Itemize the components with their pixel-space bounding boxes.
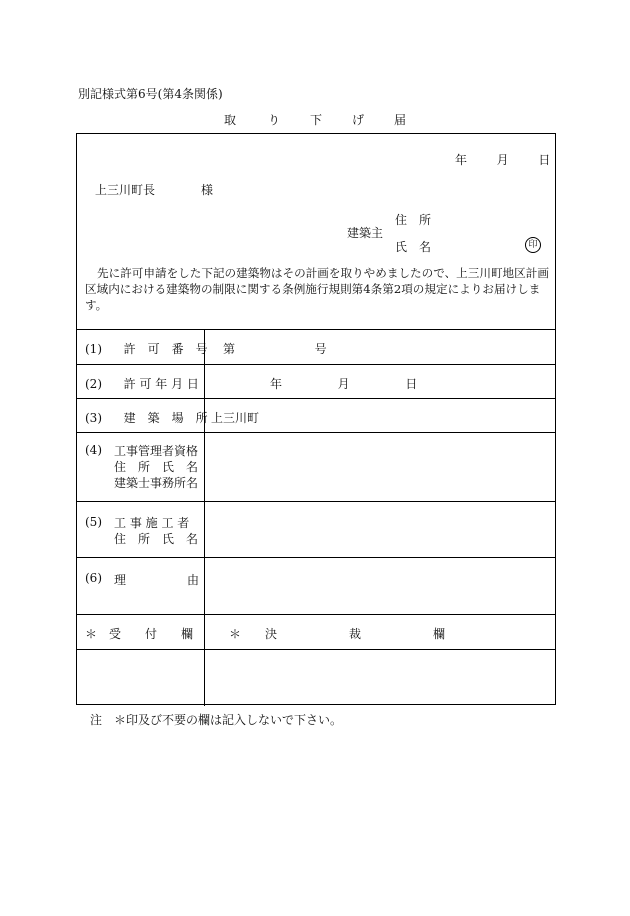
value-suffix: 号 <box>314 342 327 356</box>
seal-mark <box>525 236 541 253</box>
office-use-header-row <box>77 614 555 649</box>
title-char: 下 <box>310 113 323 127</box>
row-label-right: 由 <box>187 573 200 587</box>
permit-number-value <box>223 340 327 357</box>
row-label-text: 許 可 番 号 <box>123 342 208 356</box>
date-month: 月 <box>496 153 509 167</box>
table-row-construction-manager <box>77 432 555 501</box>
row-number: (2) <box>85 377 102 391</box>
row-label-text: 建 築 場 所 <box>123 411 208 425</box>
name-label: 氏 名 <box>395 240 432 254</box>
document-title <box>224 111 406 128</box>
table-row-permit-number <box>77 329 555 364</box>
applicant-role: 建築主 <box>347 226 384 240</box>
column-divider <box>204 329 205 706</box>
label-line: 工 事 施 工 者 <box>114 516 190 530</box>
title-char: げ <box>352 113 365 127</box>
date-day: 日 <box>405 377 418 391</box>
row-label <box>85 409 208 426</box>
decision-label: ＊ 決 裁 欄 <box>229 627 446 641</box>
permit-date-value <box>270 375 417 392</box>
table-row-building-site <box>77 398 555 432</box>
row-label <box>85 340 208 357</box>
form-reference: 別記様式第6号(第4条関係) <box>78 87 223 101</box>
table-row-permit-date <box>77 364 555 398</box>
table-row-contractor <box>77 501 555 557</box>
label-line: 住 所 氏 名 <box>114 460 199 474</box>
title-char: り <box>268 113 281 127</box>
row-number: (6) <box>85 571 102 585</box>
seal-icon: 印 <box>525 237 541 253</box>
office-use-blank-row <box>77 649 555 706</box>
label-line: 住 所 氏 名 <box>114 532 199 546</box>
date-line <box>455 151 550 168</box>
date-year: 年 <box>455 153 468 167</box>
address-label: 住 所 <box>395 213 432 227</box>
row-number: (1) <box>85 342 102 356</box>
table-row-reason <box>77 557 555 614</box>
row-label-lines <box>114 515 198 547</box>
row-label-lines <box>114 443 198 491</box>
date-year: 年 <box>270 377 283 391</box>
receipt-label: ＊ 受 付 欄 <box>85 627 194 641</box>
row-label <box>85 375 199 392</box>
building-site-value: 上三川町 <box>211 411 260 425</box>
date-day: 日 <box>538 153 551 167</box>
row-number: (5) <box>85 515 102 529</box>
row-label-left: 理 <box>114 573 127 587</box>
value-prefix: 第 <box>223 342 236 356</box>
date-month: 月 <box>337 377 350 391</box>
title-char: 届 <box>394 113 407 127</box>
footnote: 注 ＊印及び不要の欄は記入しないで下さい。 <box>90 713 343 727</box>
row-number: (4) <box>85 443 102 457</box>
row-number: (3) <box>85 411 102 425</box>
notice-text: 先に許可申請をした下記の建築物はその計画を取りやめましたので、上三川町地区計画区域内における建築物の制限に関する条例施行規則第4条第2項の規定によりお届けします。 <box>85 266 549 312</box>
label-line: 建築士事務所名 <box>114 476 199 490</box>
addressee: 上三川町長 <box>95 183 156 197</box>
row-label-text: 許 可 年 月 日 <box>123 377 199 391</box>
label-line: 工事管理者資格 <box>114 444 199 458</box>
honorific: 様 <box>201 183 214 197</box>
title-char: 取 <box>224 113 237 127</box>
form-frame <box>76 133 556 705</box>
